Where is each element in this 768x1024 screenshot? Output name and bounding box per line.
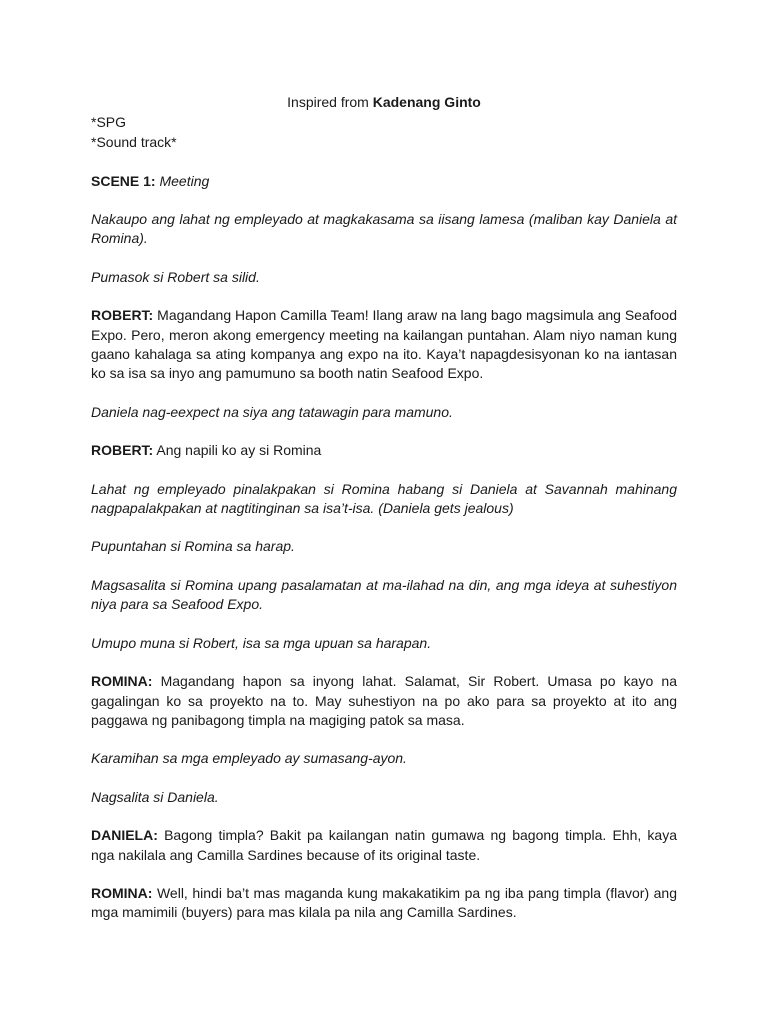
dialogue-robert [91,306,677,384]
source-title: Kadenang Ginto [372,94,481,110]
dialogue-robert [91,441,677,460]
scene-label: SCENE 1: [91,173,156,189]
scene-heading [91,171,677,191]
stage-direction: Lahat ng empleyado pinalakpakan si Romina habang si Daniela at Savannah mahinang nagpapalakpakan at nagtitinginan sa isa’t-isa. (Daniela gets jealous) [91,480,677,517]
stage-direction: Karamihan sa mga empleyado ay sumasang-ayon. [91,750,407,767]
dialogue-text: Well, hindi ba’t mas maganda kung makakatikim pa ng iba pang timpla (flavor) ang mga mamimili (buyers) para mas kilala pa nila ang Camilla Sardines. [91,884,677,921]
dialogue-text: Magandang hapon sa inyong lahat. Salamat, Sir Robert. Umasa po kayo na gagalingan ko sa proyekto na to. May suhestiyon na po ako para sa proyekto at ito ang paggawa ng panibagong timpla na magiging patok sa masa. [91,673,677,728]
scene-name: Meeting [159,173,210,189]
note-soundtrack: *Sound track* [91,134,177,150]
document-title [91,92,677,112]
stage-direction: Umupo muna si Robert, isa sa mga upuan sa harapan. [91,634,432,651]
dialogue-text: Bagong timpla? Bakit pa kailangan natin gumawa ng bagong timpla. Ehh, kaya nga nakilala ang Camilla Sardines because of its original taste. [91,827,678,863]
stage-direction: Pupuntahan si Romina sa harap. [91,538,295,555]
speaker-name: ROBERT: [91,442,154,459]
stage-direction: Daniela nag-eexpect na siya ang tatawagin para mamuno. [91,403,453,420]
speaker-name: ROMINA: [91,673,153,690]
speaker-name: ROBERT: [91,307,154,324]
dialogue-romina [91,672,677,730]
title-prefix: Inspired from [287,94,369,110]
dialogue-text: Magandang Hapon Camilla Team! Ilang araw na lang bago magsimula ang Seafood Expo. Pero, meron akong emergency meeting na kailangan puntahan. Alam niyo naman kung gaano kahalaga sa ating kompanya ang expo na ito. Kaya’t napagdesisyonan ko na iantasan ko sa isa sa inyo ang pamumuno sa booth natin Seafood Expo. [91,307,678,382]
speaker-name: ROMINA: [91,884,153,901]
stage-direction: Nagsalita si Daniela. [91,788,219,805]
stage-direction: Pumasok si Robert sa silid. [91,268,260,285]
speaker-name: DANIELA: [91,827,158,844]
note-spg: *SPG [91,114,127,130]
stage-direction: Nakaupo ang lahat ng empleyado at magkakasama sa iisang lamesa (maliban kay Daniela at Romina). [91,211,677,247]
dialogue-daniela [91,826,677,865]
dialogue-romina [91,884,677,923]
dialogue-text: Ang napili ko ay si Romina [156,442,322,459]
stage-direction: Magsasalita si Romina upang pasalamatan at ma-ilahad na din, ang mga ideya at suhestiyon niya para sa Seafood Expo. [91,576,677,613]
script-page [91,92,677,923]
